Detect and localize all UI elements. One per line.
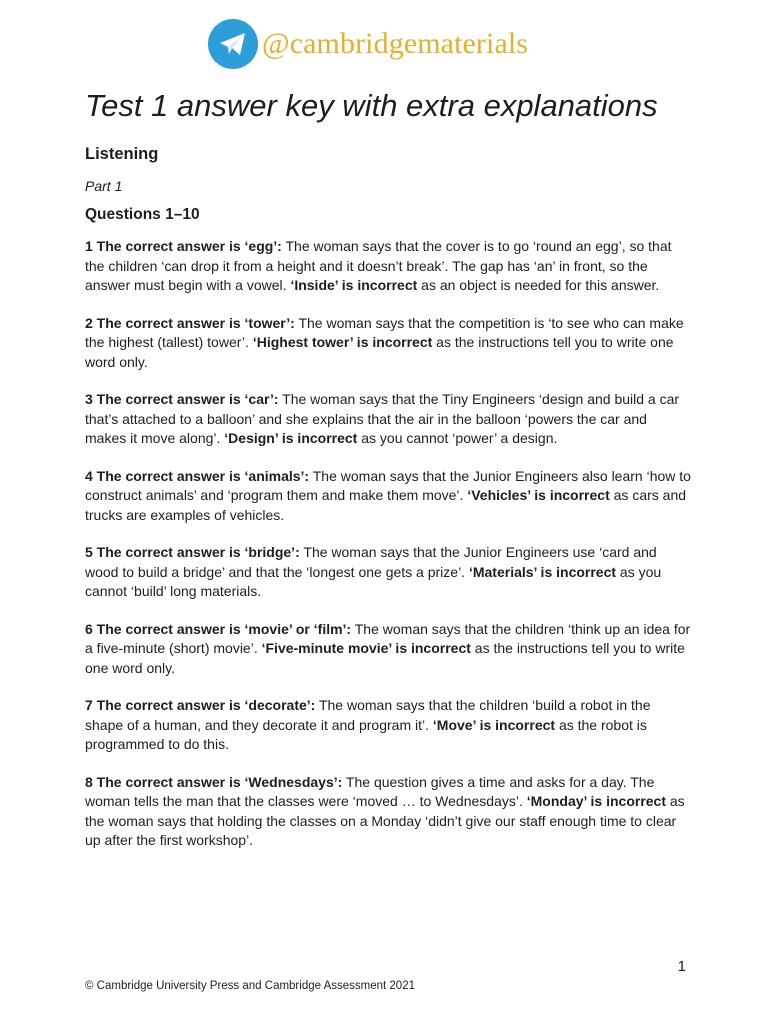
answer-8 (85, 773, 691, 851)
document-title: Test 1 answer key with extra explanations (85, 88, 658, 123)
answer-4 (85, 467, 691, 526)
answer-6 (85, 620, 691, 679)
answer-text: The woman says that the Junior Engineers also learn ‘how to construct animals’ and ‘program them and make them move’. (85, 467, 691, 503)
answer-text: as the instructions tell you to write one word only. (85, 334, 674, 370)
answer-text: as you cannot ‘power’ a design. (357, 430, 558, 446)
answer-text: as the instructions tell you to write one word only. (85, 640, 685, 676)
answer-text: as the woman says that holding the classes on a Monday ‘didn’t give our staff enough time to clear up after the first workshop’. (85, 793, 685, 848)
answer-lead: 6 The correct answer is ‘movie’ or ‘film’: (85, 620, 352, 637)
answer-lead: 5 The correct answer is ‘bridge’: (85, 544, 300, 560)
answer-lead: 1 The correct answer is ‘egg’: (85, 238, 282, 254)
part-label: Part 1 (85, 178, 123, 194)
questions-heading: Questions 1–10 (85, 206, 200, 223)
answer-text: as an object is needed for this answer. (417, 277, 660, 293)
answer-2 (85, 314, 691, 373)
answer-text: The woman says that the cover is to go ‘round an egg’, so that the children ‘can drop it from a height and it doesn’t break’. The gap has ‘an’ in front, so the answer must begin with a vowel. (85, 238, 672, 293)
answer-1 (85, 237, 691, 296)
incorrect-note: ‘Materials’ is incorrect (468, 563, 617, 580)
answer-text: as you cannot ‘build’ long materials. (85, 563, 662, 599)
brand-header (208, 19, 528, 69)
answer-3 (85, 390, 691, 449)
answer-lead: 4 The correct answer is ‘animals’: (85, 467, 310, 484)
answer-text: The woman says that the children ‘build a robot in the shape of a human, and they decorate it and program it’. (85, 697, 651, 733)
answer-list (85, 237, 691, 869)
copyright-notice: © Cambridge University Press and Cambridge Assessment 2021 (85, 980, 415, 992)
answer-lead: 7 The correct answer is ‘decorate’: (85, 697, 316, 713)
answer-text: The woman says that the Junior Engineers use ‘card and wood to build a bridge’ and that the ‘longest one gets a prize’. (85, 544, 657, 580)
answer-7 (85, 696, 691, 755)
answer-text: The woman says that the Tiny Engineers ‘design and build a car that’s attached to a balloon’ and she explains that the air in the balloon ‘powers the car and makes it move along’. (85, 391, 680, 446)
answer-text: The woman says that the children ‘think up an idea for a five-minute (short) movie’. (85, 620, 691, 656)
incorrect-note: ‘Vehicles’ is incorrect (467, 487, 610, 503)
brand-handle[interactable]: @cambridgematerials (262, 27, 529, 60)
answer-text: as cars and trucks are examples of vehicles. (85, 487, 687, 523)
page-number: 1 (677, 958, 686, 975)
incorrect-note: ‘Move’ is incorrect (432, 716, 556, 733)
incorrect-note: ‘Design’ is incorrect (224, 430, 358, 446)
incorrect-note: ‘Monday’ is incorrect (526, 793, 666, 809)
incorrect-note: ‘Highest tower’ is incorrect (252, 334, 433, 350)
incorrect-note: ‘Inside’ is incorrect (290, 277, 418, 293)
telegram-icon[interactable] (208, 19, 258, 69)
answer-text: as the robot is programmed to do this. (85, 716, 647, 752)
incorrect-note: ‘Five-minute movie’ is incorrect (261, 640, 471, 656)
answer-5 (85, 543, 691, 602)
answer-lead: 2 The correct answer is ‘tower’: (85, 314, 295, 331)
answer-text: The woman says that the competition is ‘to see who can make the highest (tallest) tower’. (85, 314, 684, 350)
section-title: Listening (85, 145, 159, 163)
answer-text: The question gives a time and asks for a day. The woman tells the man that the classes were ‘moved … to Wednesdays’. (85, 773, 655, 809)
answer-lead: 8 The correct answer is ‘Wednesdays’: (85, 773, 343, 790)
answer-lead: 3 The correct answer is ‘car’: (85, 391, 279, 407)
